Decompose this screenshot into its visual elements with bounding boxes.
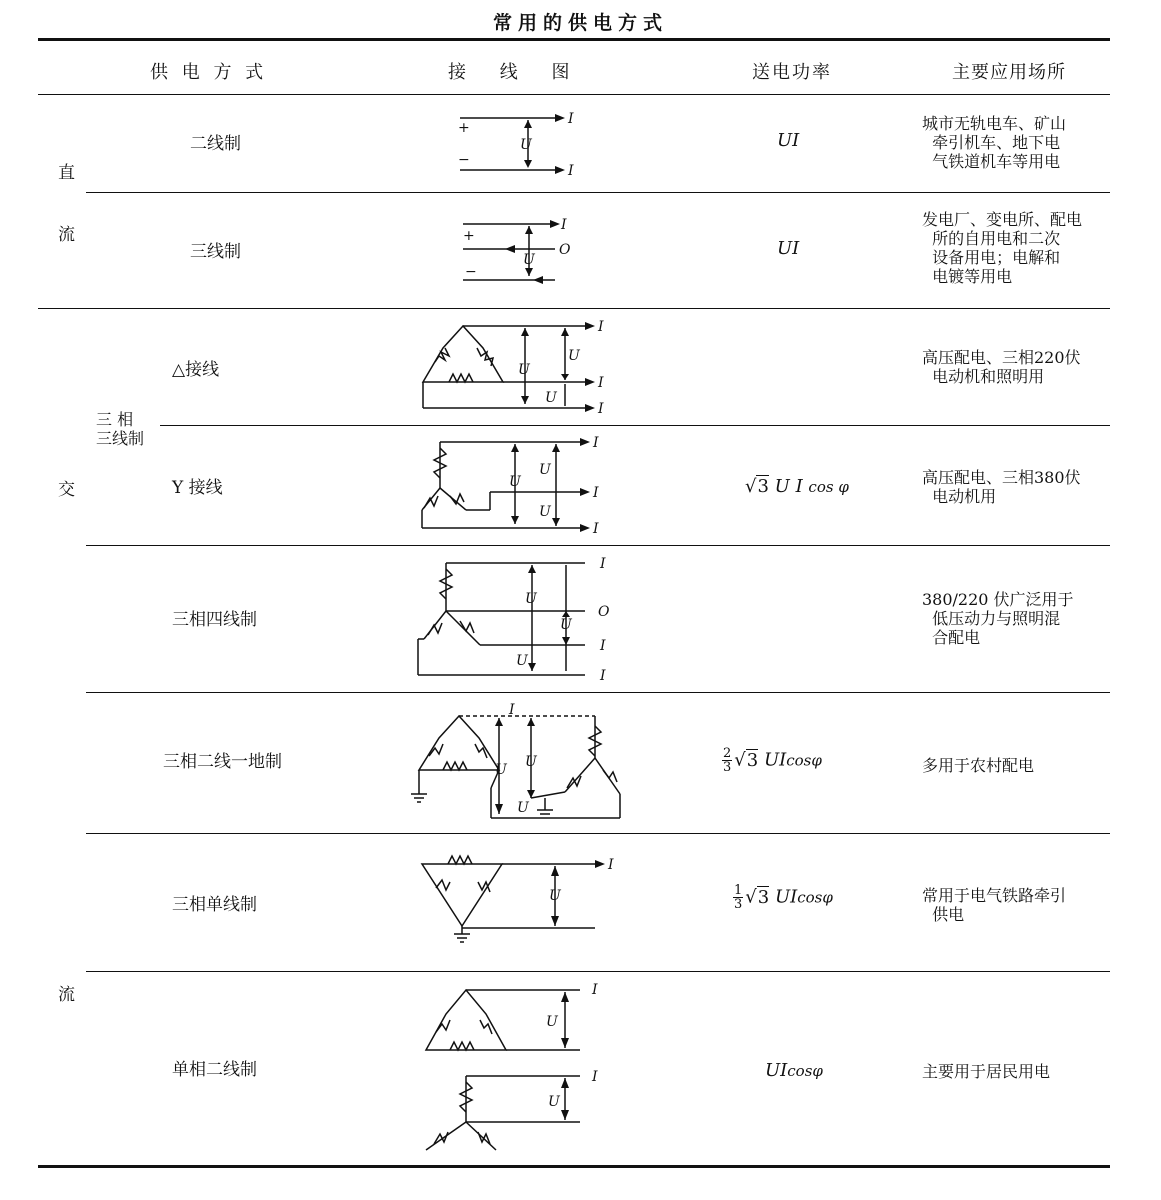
group-dc-top: 直: [58, 163, 75, 183]
diagram-wye: [410, 436, 610, 536]
svg-text:−: −: [465, 264, 477, 280]
svg-text:U: U: [560, 617, 572, 633]
app-delta: 高压配电、三相220伏 电动机和照明用: [922, 348, 1081, 386]
power-three-phase-single-wire: $\frac{1}{3}$ √3 UIcosφ: [734, 883, 833, 912]
bottom-rule: [38, 1165, 1110, 1168]
svg-text:U: U: [549, 888, 561, 904]
svg-text:U: U: [539, 462, 551, 478]
method-single-phase-two-wire: 单相二线制: [172, 1060, 257, 1080]
header-diagram: 接 线 图: [448, 62, 584, 83]
diagram-single-wire: [410, 850, 630, 950]
svg-text:U: U: [525, 754, 537, 770]
header-rule: [38, 94, 1110, 95]
svg-text:U: U: [545, 390, 557, 406]
group-ac-bottom: 流: [58, 985, 75, 1005]
svg-text:I: I: [561, 217, 567, 233]
diagram-single-phase-delta: [420, 978, 620, 1058]
svg-text:I: I: [568, 111, 574, 127]
app-three-wire: 发电厂、变电所、配电 所的自用电和二次 设备用电；电解和 电镀等用电: [922, 210, 1083, 286]
method-three-phase-four-wire: 三相四线制: [172, 610, 257, 630]
power-wye: √3 U I cos φ: [745, 476, 849, 497]
row-separator: [38, 308, 1110, 309]
svg-text:I: I: [592, 982, 598, 998]
svg-text:+: +: [463, 228, 475, 244]
method-two-wire: 二线制: [190, 134, 241, 154]
group-dc-bottom: 流: [58, 225, 75, 245]
svg-text:I: I: [598, 375, 604, 391]
method-three-phase-single-wire: 三相单线制: [172, 895, 257, 915]
svg-text:+: +: [458, 120, 470, 136]
app-single-phase: 主要用于居民用电: [922, 1062, 1051, 1081]
svg-text:U: U: [525, 591, 537, 607]
row-separator: [86, 833, 1110, 834]
svg-text:U: U: [523, 252, 535, 268]
svg-text:I: I: [600, 556, 606, 572]
svg-text:I: I: [608, 857, 614, 873]
app-two-wire-one-ground: 多用于农村配电: [922, 756, 1035, 775]
svg-text:U: U: [516, 653, 528, 669]
row-separator: [160, 425, 1110, 426]
svg-text:I: I: [568, 163, 574, 179]
row-separator: [86, 971, 1110, 972]
header-method: 供 电 方 式: [150, 62, 268, 83]
power-two-wire-one-ground: $\frac{2}{3}$ √3 UIcosφ: [723, 746, 822, 775]
power-three-wire: UI: [777, 238, 800, 259]
top-rule: [38, 38, 1110, 41]
power-two-wire: UI: [777, 130, 800, 151]
svg-text:I: I: [593, 435, 599, 451]
method-two-wire-one-ground: 三相二线一地制: [163, 752, 282, 772]
svg-text:U: U: [520, 137, 532, 153]
svg-text:I: I: [600, 668, 606, 684]
svg-text:−: −: [458, 152, 470, 168]
svg-text:O: O: [598, 604, 610, 620]
svg-text:U: U: [518, 362, 530, 378]
header-power: 送电功率: [752, 62, 832, 83]
svg-text:U: U: [568, 348, 580, 364]
app-four-wire: 380/220 伏广泛用于 低压动力与照明混 合配电: [922, 590, 1074, 647]
row-separator: [86, 192, 1110, 193]
app-single-wire: 常用于电气铁路牵引 供电: [922, 886, 1067, 924]
method-three-wire: 三线制: [190, 242, 241, 262]
svg-text:U: U: [517, 800, 529, 816]
svg-text:I: I: [600, 638, 606, 654]
svg-text:U: U: [509, 474, 521, 490]
svg-text:I: I: [592, 1069, 598, 1085]
svg-text:I: I: [509, 702, 515, 718]
diagram-two-wire-one-ground: [405, 698, 635, 828]
svg-text:I: I: [598, 319, 604, 335]
svg-text:U: U: [539, 504, 551, 520]
method-wye: Y 接线: [172, 478, 223, 498]
svg-text:U: U: [546, 1014, 558, 1030]
svg-text:U: U: [495, 762, 507, 778]
diagram-delta: [415, 318, 615, 418]
diagram-four-wire: [410, 555, 620, 685]
group-ac-top: 交: [58, 480, 75, 500]
diagram-dc-three-wire: [455, 212, 615, 292]
group-three-phase-three-wire: 三 相 三线制: [96, 410, 145, 448]
row-separator: [86, 545, 1110, 546]
diagram-dc-two-wire: [450, 102, 610, 182]
svg-text:I: I: [593, 521, 599, 537]
page-title: 常用的供电方式: [492, 12, 668, 34]
svg-text:I: I: [598, 401, 604, 417]
method-delta: △接线: [172, 360, 220, 380]
app-two-wire: 城市无轨电车、矿山 牵引机车、地下电 气铁道机车等用电: [922, 114, 1067, 171]
svg-text:U: U: [548, 1094, 560, 1110]
svg-text:O: O: [559, 242, 571, 258]
app-wye: 高压配电、三相380伏 电动机用: [922, 468, 1081, 506]
svg-text:I: I: [593, 485, 599, 501]
row-separator: [86, 692, 1110, 693]
header-application: 主要应用场所: [952, 62, 1066, 83]
diagram-single-phase-wye: [420, 1066, 620, 1156]
power-single-phase: UIcosφ: [765, 1060, 823, 1081]
